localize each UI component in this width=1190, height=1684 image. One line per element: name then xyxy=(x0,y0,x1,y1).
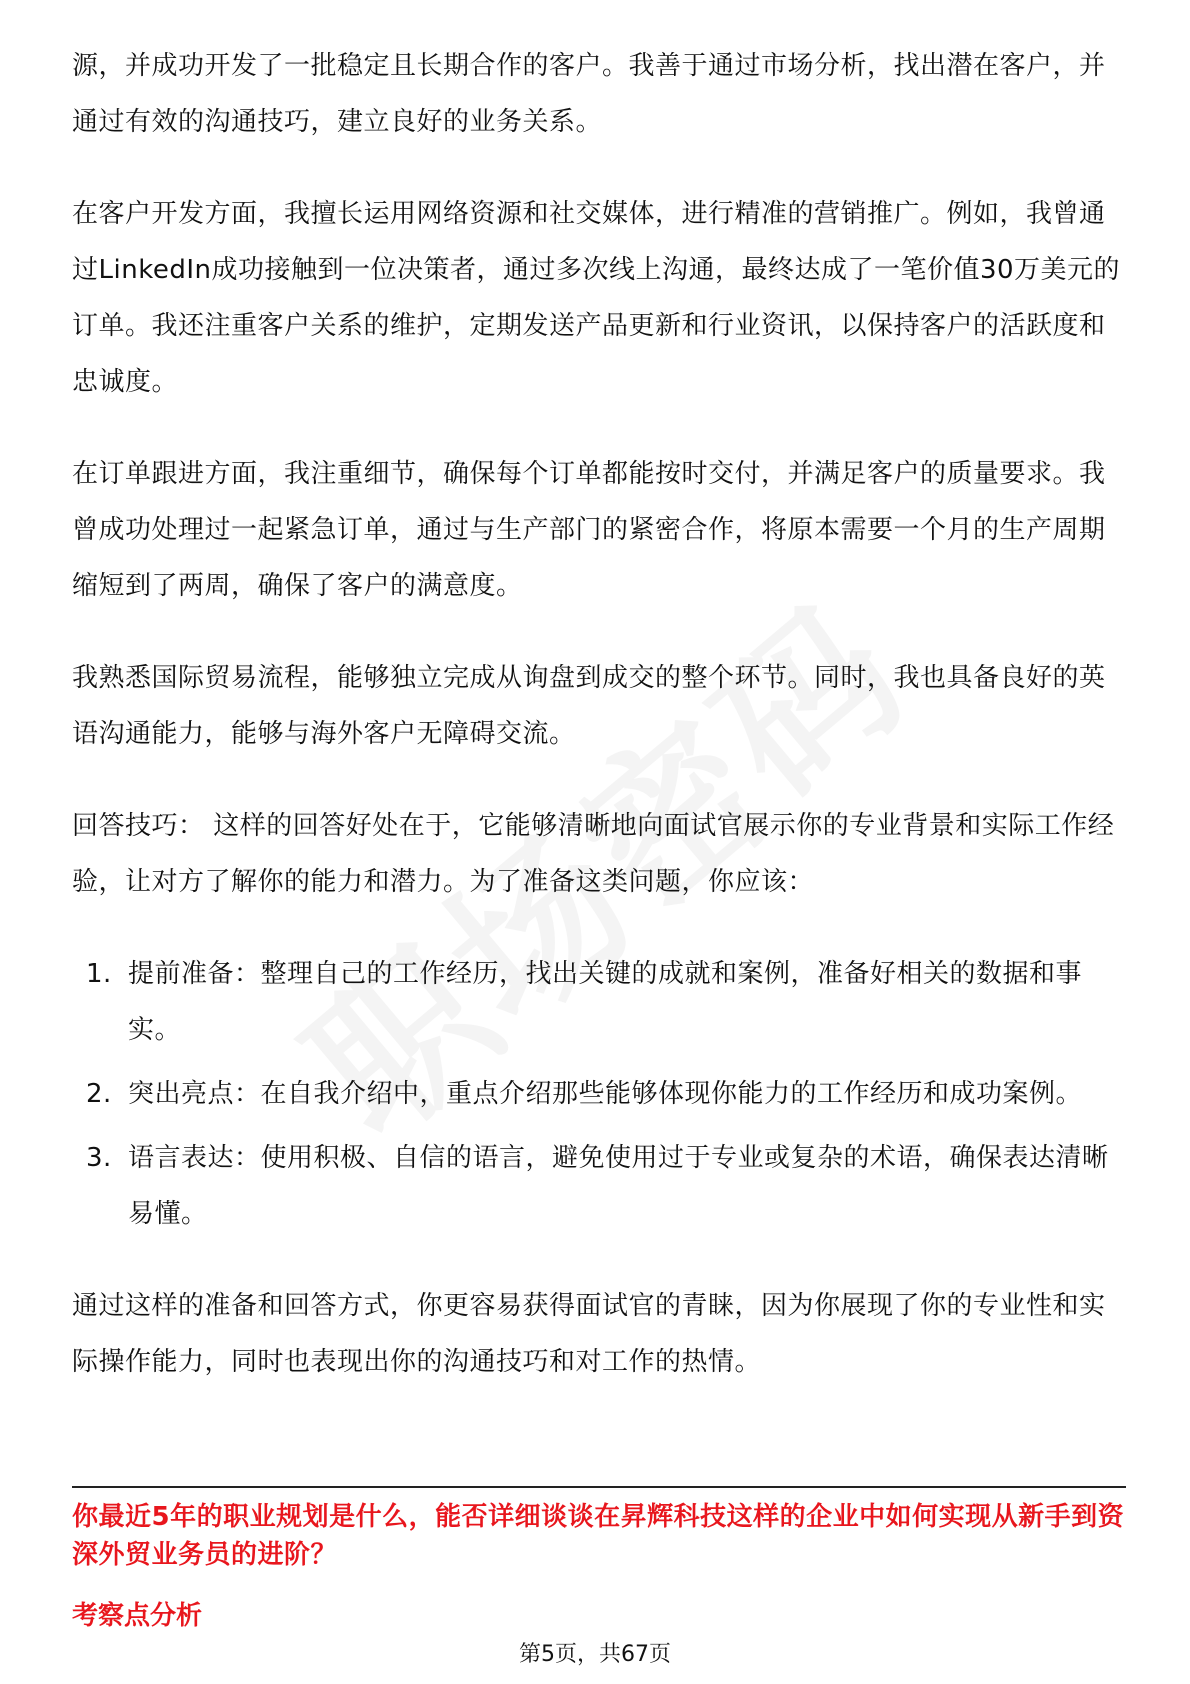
page-footer: 第5页，共67页 xyxy=(519,1642,671,1667)
paragraph: 源，并成功开发了一批稳定且长期合作的客户。我善于通过市场分析，找出潜在客户，并通过有效的沟通技巧，建立良好的业务关系。 xyxy=(72,51,1106,137)
section-heading: 考察点分析 xyxy=(72,1601,203,1631)
paragraph: 在客户开发方面，我擅长运用网络资源和社交媒体，进行精准的营销推广。例如，我曾通过LinkedIn成功接触到一位决策者，通过多次线上沟通，最终达成了一笔价值30万美元的订单。我还注重客户关系的维护，定期发送产品更新和行业资讯，以保持客户的活跃度和忠诚度。 xyxy=(72,199,1121,397)
list-item xyxy=(72,1066,1122,1122)
list-item-text: 提前准备：整理自己的工作经历，找出关键的成就和案例，准备好相关的数据和事实。 xyxy=(128,959,1083,1045)
list-item-text: 语言表达：使用积极、自信的语言，避免使用过于专业或复杂的术语，确保表达清晰易懂。 xyxy=(128,1143,1109,1229)
list-item-text: 突出亮点：在自我介绍中，重点介绍那些能够体现你能力的工作经历和成功案例。 xyxy=(128,1079,1083,1109)
list-number: 2. xyxy=(86,1079,112,1109)
list-item xyxy=(72,1130,1122,1242)
closing-paragraph: 通过这样的准备和回答方式，你更容易获得面试官的青睐，因为你展现了你的专业性和实际操作能力，同时也表现出你的沟通技巧和对工作的热情。 xyxy=(72,1291,1106,1377)
paragraph: 我熟悉国际贸易流程，能够独立完成从询盘到成交的整个环节。同时，我也具备良好的英语沟通能力，能够与海外客户无障碍交流。 xyxy=(72,663,1106,749)
section-divider xyxy=(72,1486,1126,1488)
tips-list xyxy=(72,946,1122,1242)
list-item xyxy=(72,946,1122,1058)
list-number: 1. xyxy=(86,959,112,989)
paragraph: 在订单跟进方面，我注重细节，确保每个订单都能按时交付，并满足客户的质量要求。我曾成功处理过一起紧急订单，通过与生产部门的紧密合作，将原本需要一个月的生产周期缩短到了两周，确保了客户的满意度。 xyxy=(72,459,1106,601)
document-body xyxy=(72,38,1122,1426)
answer-tips-paragraph: 回答技巧： 这样的回答好处在于，它能够清晰地向面试官展示你的专业背景和实际工作经验，让对方了解你的能力和潜力。为了准备这类问题，你应该： xyxy=(72,811,1115,897)
interview-question: 你最近5年的职业规划是什么，能否详细谈谈在昇辉科技这样的企业中如何实现从新手到资深外贸业务员的进阶？ xyxy=(72,1502,1125,1570)
list-number: 3. xyxy=(86,1143,112,1173)
